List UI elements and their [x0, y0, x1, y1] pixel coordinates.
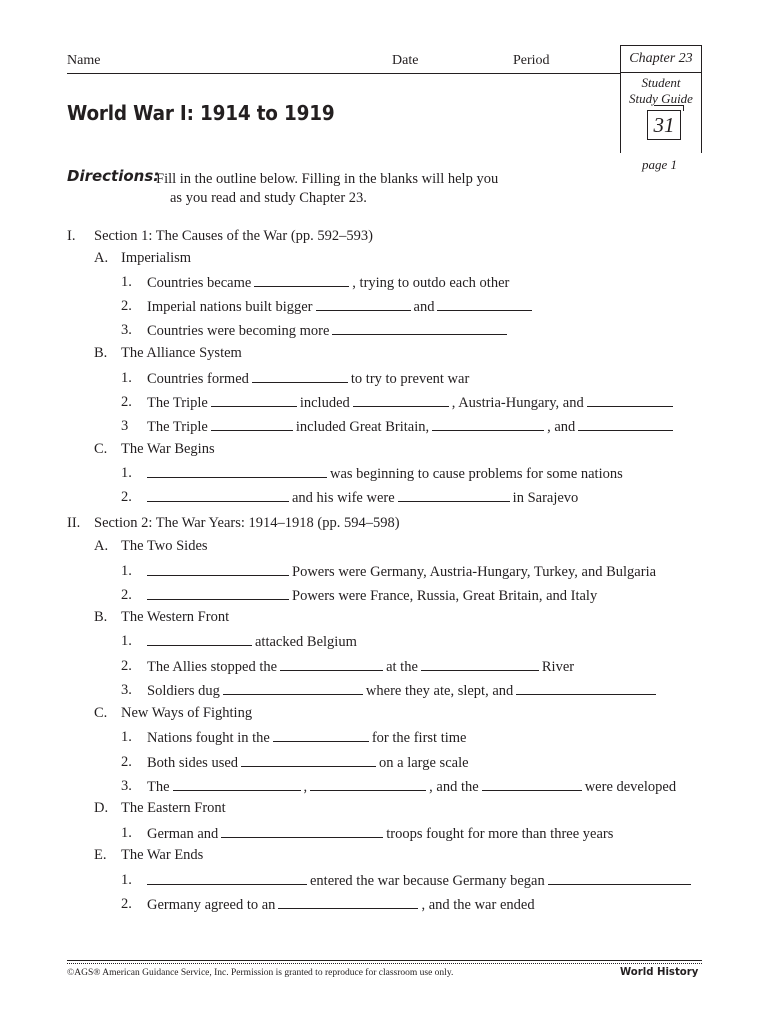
s1-b2-text3: , Austria-Hungary, and: [451, 395, 584, 411]
blank-field[interactable]: [147, 586, 289, 600]
blank-field[interactable]: [578, 417, 673, 431]
blank-field[interactable]: [421, 657, 539, 671]
s2-c3-item: [147, 777, 676, 796]
s1-b-title: The Alliance System: [121, 345, 242, 361]
s1-b1-text2: to try to prevent war: [350, 371, 470, 387]
s2-e-title: The War Ends: [121, 847, 204, 863]
blank-field[interactable]: [147, 871, 307, 885]
blank-field[interactable]: [147, 488, 289, 502]
s1-a2-text2: and: [413, 299, 435, 315]
s1-b1-num: 1.: [121, 370, 132, 386]
s1-b-letter: B.: [94, 345, 108, 361]
s1-a3-item: [147, 321, 510, 340]
blank-field[interactable]: [437, 297, 532, 311]
blank-field[interactable]: [252, 369, 348, 383]
guide-number: 31: [647, 110, 681, 140]
blank-field[interactable]: [587, 393, 673, 407]
subject-label: World History: [620, 965, 699, 978]
blank-field[interactable]: [432, 417, 544, 431]
s1-c2-text2: in Sarajevo: [512, 490, 579, 506]
s2-b-title: The Western Front: [121, 609, 230, 625]
directions-label: Directions:: [67, 167, 160, 185]
blank-field[interactable]: [147, 632, 252, 646]
s2-c1-num: 1.: [121, 729, 132, 745]
s2-a-title: The Two Sides: [121, 538, 208, 554]
section-1-number: I.: [67, 228, 76, 244]
blank-field[interactable]: [398, 488, 510, 502]
blank-field[interactable]: [211, 417, 293, 431]
s1-a1-text2: , trying to outdo each other: [352, 275, 510, 291]
s1-b2-item: [147, 393, 676, 412]
period-label: Period: [513, 53, 550, 68]
blank-field[interactable]: [147, 562, 289, 576]
s1-b1-item: [147, 369, 469, 388]
s2-a2-num: 2.: [121, 587, 132, 603]
blank-field[interactable]: [254, 273, 349, 287]
s2-b2-text2: at the: [386, 659, 418, 675]
section-1-title: Section 1: The Causes of the War (pp. 592–593): [94, 228, 373, 244]
s2-e2-text1: Germany agreed to an: [147, 897, 276, 913]
s1-c2-text1: and his wife were: [292, 490, 395, 506]
s2-e1-item: [144, 871, 694, 890]
page-label: page 1: [642, 157, 678, 172]
s1-c-letter: C.: [94, 441, 108, 457]
s1-c-title: The War Begins: [121, 441, 215, 457]
blank-field[interactable]: [482, 777, 582, 791]
s2-c2-text2: on a large scale: [379, 755, 469, 771]
s2-d1-item: [147, 824, 613, 843]
s2-c-title: New Ways of Fighting: [121, 705, 253, 721]
blank-field[interactable]: [173, 777, 301, 791]
blank-field[interactable]: [548, 871, 691, 885]
study-guide-line2: Study Guide: [629, 91, 693, 106]
s2-a2-item: [144, 586, 597, 605]
s2-c2-item: [147, 753, 469, 772]
s1-a-letter: A.: [94, 250, 109, 266]
s1-b1-text1: Countries formed: [147, 371, 249, 387]
s1-a1-item: [147, 273, 509, 292]
s2-b3-num: 3.: [121, 682, 132, 698]
s2-b2-text3: River: [541, 659, 575, 675]
s1-c1-item: [144, 464, 623, 483]
s1-b3-text1: The Triple: [147, 419, 208, 435]
study-guide-label: [621, 75, 701, 107]
s2-e2-text2: , and the war ended: [421, 897, 535, 913]
s1-a3-text1: Countries were becoming more: [147, 323, 330, 339]
s2-d-title: The Eastern Front: [121, 800, 226, 816]
directions-line1: Fill in the outline below. Filling in the blanks will help you: [156, 171, 499, 187]
section-2-number: II.: [67, 515, 81, 531]
s2-d-letter: D.: [94, 800, 109, 816]
s1-a1-num: 1.: [121, 274, 132, 290]
s2-d1-text2: troops fought for more than three years: [386, 826, 614, 842]
s2-b3-text2: where they ate, slept, and: [365, 683, 514, 699]
s2-e2-num: 2.: [121, 896, 132, 912]
s2-a1-num: 1.: [121, 563, 132, 579]
s2-c1-item: [147, 728, 466, 747]
blank-field[interactable]: [211, 393, 297, 407]
s2-b3-item: [147, 681, 659, 700]
s1-a3-num: 3.: [121, 322, 132, 338]
s2-c3-text3: , and the: [429, 779, 479, 795]
s2-a-letter: A.: [94, 538, 109, 554]
s2-b2-item: [147, 657, 574, 676]
header-rule: [67, 73, 620, 74]
blank-field[interactable]: [221, 824, 383, 838]
s1-c1-text1: was beginning to cause problems for some nations: [330, 466, 623, 482]
s2-c1-text1: Nations fought in the: [147, 730, 270, 746]
blank-field[interactable]: [273, 728, 369, 742]
s2-b1-text1: attacked Belgium: [255, 634, 357, 650]
directions-line2: as you read and study Chapter 23.: [170, 190, 367, 206]
date-label: Date: [392, 53, 419, 68]
s1-a-title: Imperialism: [121, 250, 192, 266]
s2-a2-text1: Powers were France, Russia, Great Britain, and Italy: [292, 588, 598, 604]
copyright-notice: ©AGS® American Guidance Service, Inc. Permission is granted to reproduce for classroom use only.: [67, 968, 454, 978]
s2-b2-text1: The Allies stopped the: [147, 659, 278, 675]
blank-field[interactable]: [310, 777, 426, 791]
s2-b-letter: B.: [94, 609, 108, 625]
s1-a2-text1: Imperial nations built bigger: [147, 299, 313, 315]
s2-c1-text2: for the first time: [371, 730, 467, 746]
s2-c3-text2: ,: [303, 779, 308, 795]
blank-field[interactable]: [353, 393, 449, 407]
blank-field[interactable]: [241, 753, 376, 767]
s2-e1-num: 1.: [121, 872, 132, 888]
footer-rule: [67, 960, 702, 961]
s1-a2-num: 2.: [121, 298, 132, 314]
s2-a1-item: [144, 562, 656, 581]
s2-b1-num: 1.: [121, 633, 132, 649]
s1-b3-item: [147, 417, 676, 436]
blank-field[interactable]: [223, 681, 363, 695]
blank-field[interactable]: [278, 895, 418, 909]
s2-a1-text1: Powers were Germany, Austria-Hungary, Turkey, and Bulgaria: [292, 564, 657, 580]
blank-field[interactable]: [332, 321, 507, 335]
blank-field[interactable]: [280, 657, 383, 671]
s1-c2-num: 2.: [121, 489, 132, 505]
directions-text: [156, 170, 556, 208]
s1-b2-num: 2.: [121, 394, 132, 410]
s1-b3-text2: included Great Britain,: [295, 419, 430, 435]
s1-c2-item: [144, 488, 578, 507]
s2-c3-num: 3.: [121, 778, 132, 794]
footer-dotted-rule: [67, 963, 702, 964]
blank-field[interactable]: [516, 681, 656, 695]
s1-b2-text1: The Triple: [147, 395, 208, 411]
s2-c-letter: C.: [94, 705, 108, 721]
blank-field[interactable]: [316, 297, 411, 311]
s2-c2-num: 2.: [121, 754, 132, 770]
s1-b3-text3: , and: [547, 419, 576, 435]
s2-b3-text1: Soldiers dug: [147, 683, 220, 699]
s2-c3-text4: were developed: [584, 779, 677, 795]
chapter-label: Chapter 23: [629, 51, 693, 66]
s1-a1-text1: Countries became: [147, 275, 252, 291]
study-guide-line1: Student: [641, 75, 681, 90]
section-2-title: Section 2: The War Years: 1914–1918 (pp. 594–598): [94, 515, 400, 531]
s1-b3-num: 3: [121, 418, 129, 434]
s2-d1-text1: German and: [147, 826, 219, 842]
s2-e1-text1: entered the war because Germany began: [310, 873, 545, 889]
s2-c2-text1: Both sides used: [147, 755, 239, 771]
name-label: Name: [67, 53, 101, 68]
s2-b1-item: [144, 632, 357, 651]
s2-c3-text1: The: [147, 779, 170, 795]
page-title: World War I: 1914 to 1919: [67, 101, 335, 125]
chapter-divider: [621, 72, 701, 73]
s2-b2-num: 2.: [121, 658, 132, 674]
s2-e-letter: E.: [94, 847, 107, 863]
s2-e2-item: [147, 895, 535, 914]
s2-d1-num: 1.: [121, 825, 132, 841]
s1-c1-num: 1.: [121, 465, 132, 481]
s1-b2-text2: included: [299, 395, 350, 411]
s1-a2-item: [147, 297, 535, 316]
blank-field[interactable]: [147, 464, 327, 478]
